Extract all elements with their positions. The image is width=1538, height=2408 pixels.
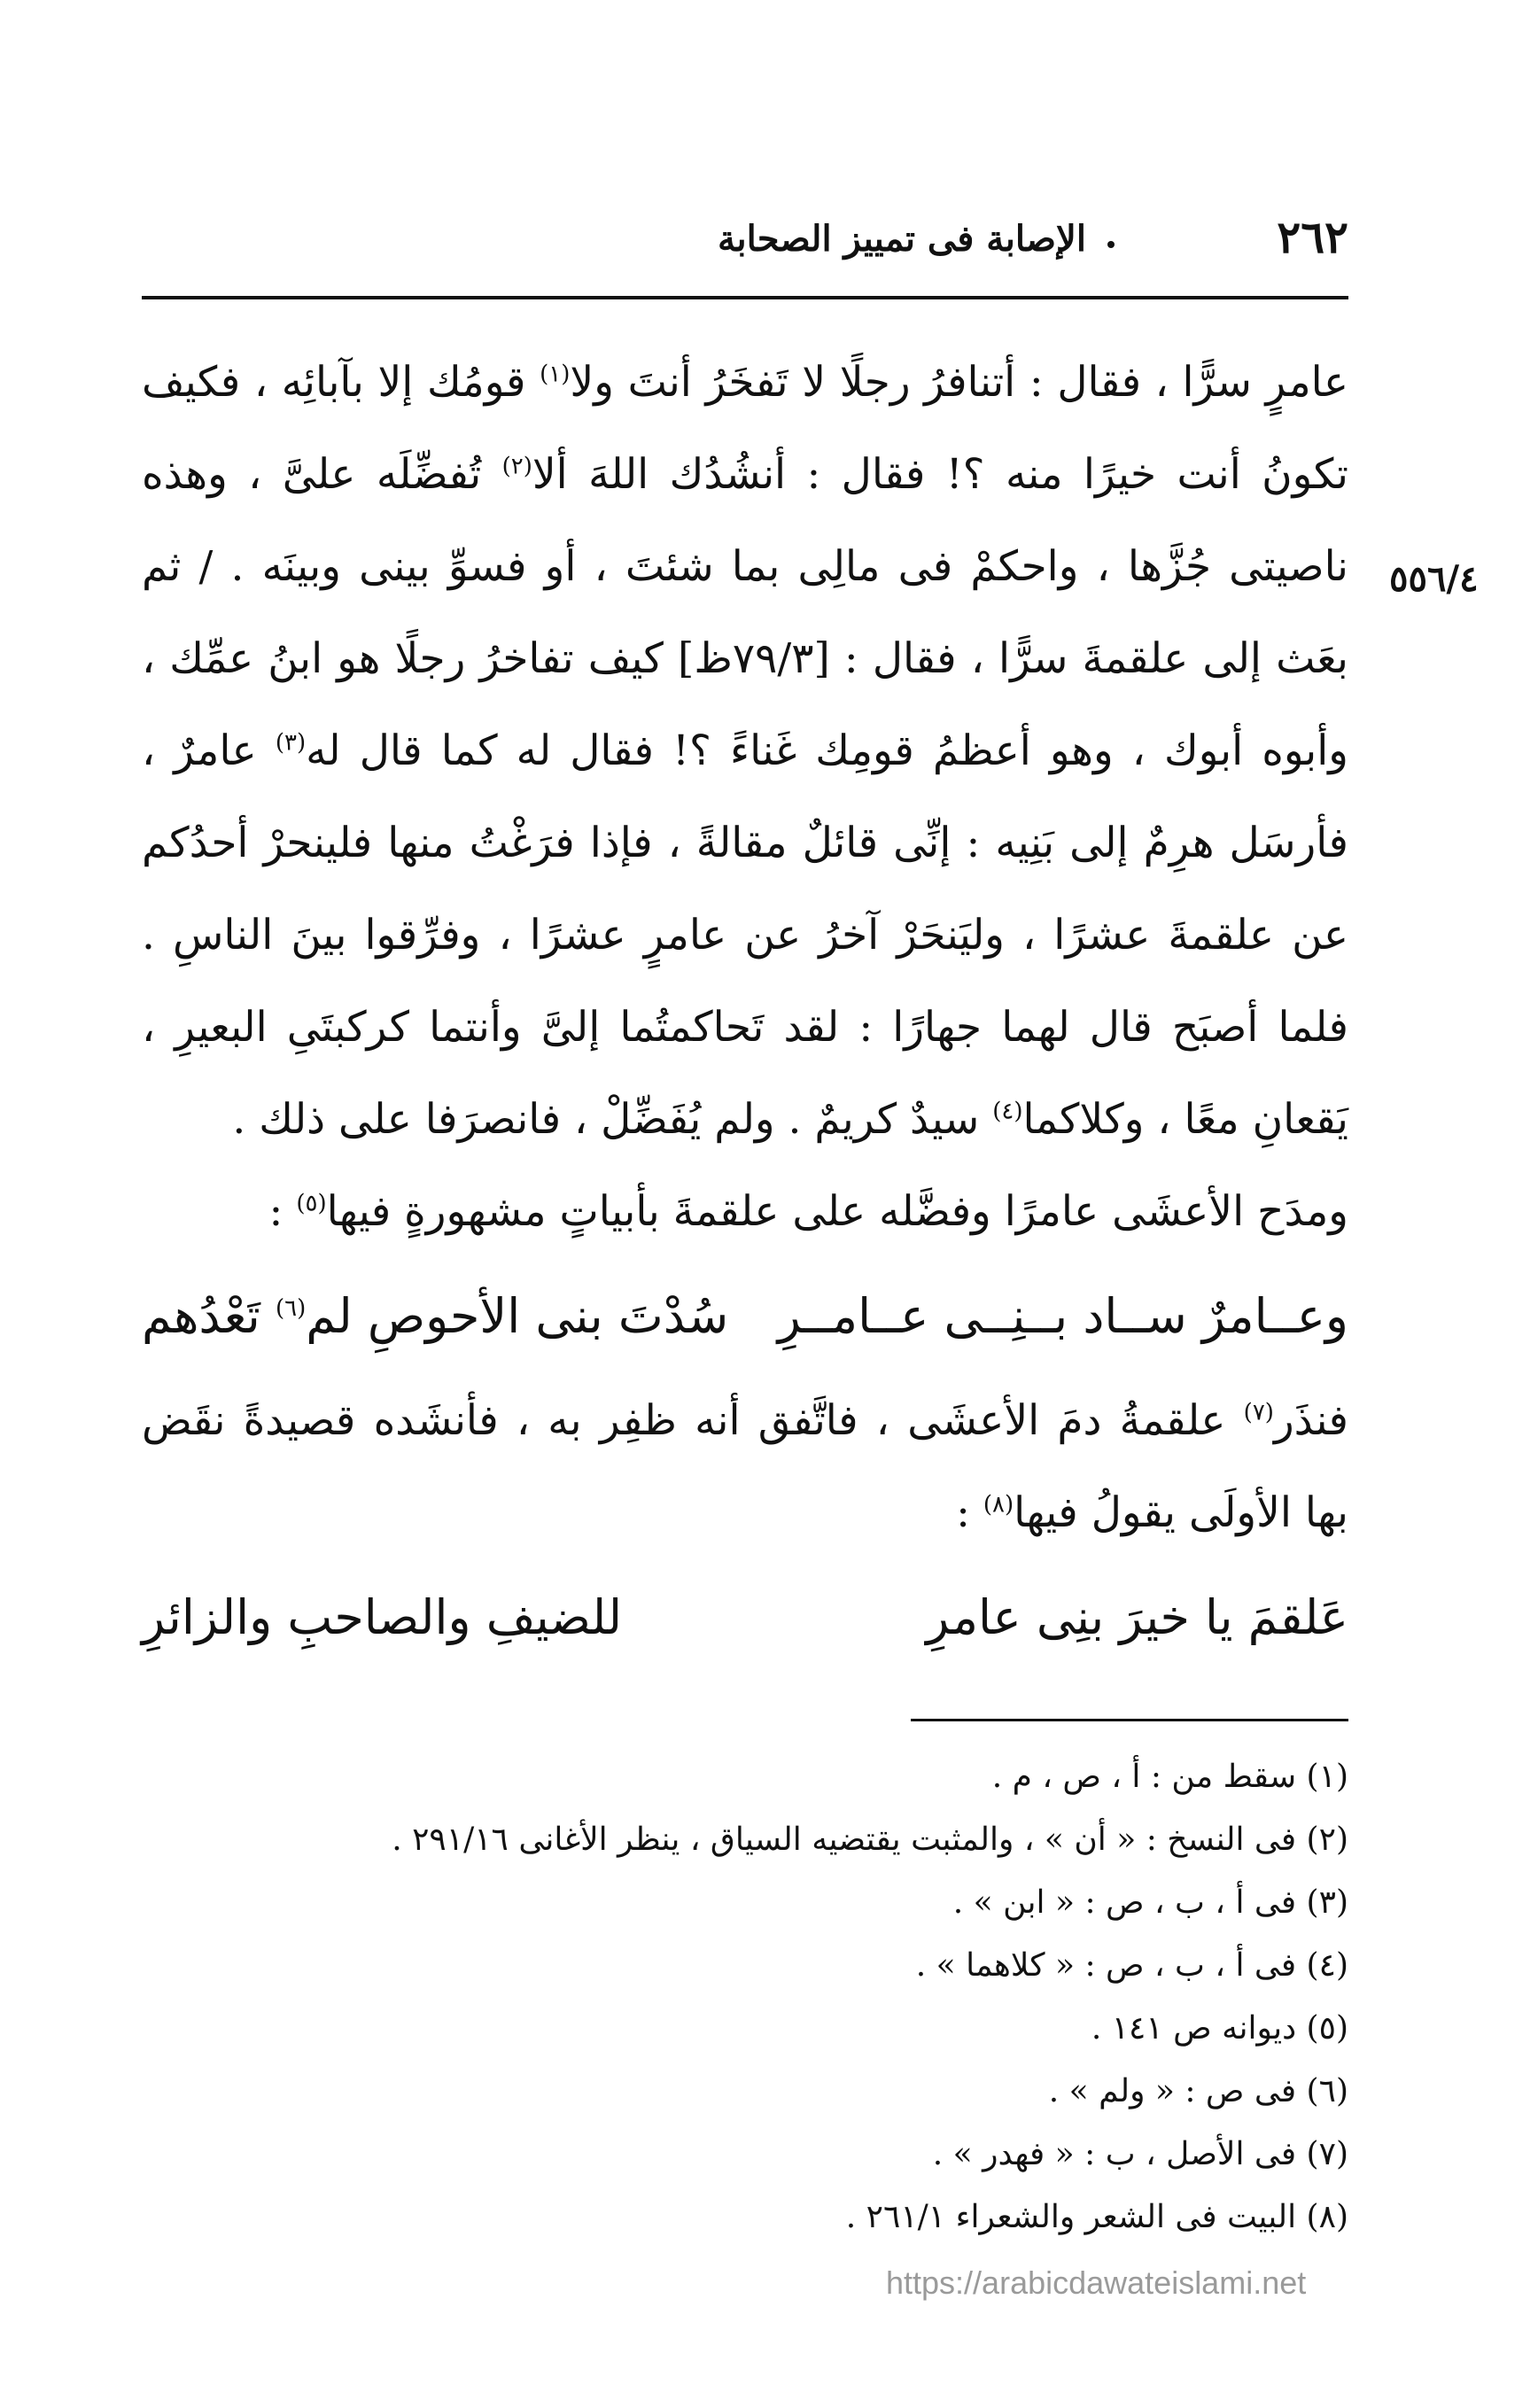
header-rule: [142, 296, 1348, 299]
footnote-marker: (٨): [983, 1491, 1014, 1519]
footnote-marker: (١): [540, 361, 571, 388]
header-separator-dot: [1107, 241, 1115, 248]
text-segment: سيدٌ كريمٌ . ولم يُفَضِّلْ ، فانصرَفا على ذلك .: [232, 1095, 980, 1144]
footnote-marker: (٧): [1243, 1399, 1274, 1426]
page-number: ٢٦٢: [1277, 211, 1348, 263]
verse-hemistich-first: وعــامرٌ ســاد بــنِــى عــامــرِ: [777, 1288, 1348, 1344]
footnote-4: (٤) فى أ ، ب ، ص : « كلاهما » .: [915, 1947, 1348, 1984]
text-segment: عامرٌ ، فأرسَل هرِمٌ إلى بَنِيه : إنِّى قائلٌ مقالةً ، فإذا فرَغْتُ منها فلينحرْ أحدُكم عن علقمةَ عشرًا ، وليَنحَرْ آخرُ عن عامرٍ عشرًا ، وفرِّقوا بينَ الناسِ . فلما أصبَح قال لهما جهارًا : لقد تَحاكمتُما إلىَّ وأنتما كركبتَىِ البعيرِ ، يَقعانِ معًا ، وكلاكما: [142, 726, 1348, 1144]
footnote-1: (١) سقط من : أ ، ص ، م .: [991, 1759, 1348, 1795]
paragraph-1: [142, 337, 1348, 1166]
verse-hemistich-first: عَلقمَ يا خيرَ بنِى عامرِ: [926, 1589, 1348, 1645]
text-segment: سُدْتَ بنى الأحوصِ لم: [306, 1288, 729, 1344]
text-segment: عامرٍ سرًّا ، فقال : أتنافرُ رجلًا لا تَفخَرُ أنتَ ولا: [570, 358, 1348, 407]
running-title: الإصابة فى تمييز الصحابة: [718, 218, 1086, 260]
footnote-marker: (٥): [296, 1190, 327, 1217]
text-segment: :: [956, 1488, 970, 1537]
footnote-2: (٢) فى النسخ : « أن » ، والمثبت يقتضيه السياق ، ينظر الأغانى ٢٩١/١٦ .: [392, 1822, 1348, 1858]
footnote-8: (٨) البيت فى الشعر والشعراء ٢٦١/١ .: [845, 2199, 1348, 2235]
text-segment: فنذَر: [1273, 1396, 1348, 1445]
margin-volume-page-ref: ٥٥٦/٤: [1389, 558, 1479, 600]
footnote-6: (٦) فى ص : « ولم » .: [1048, 2073, 1348, 2109]
text-segment: ومدَح الأعشَى عامرًا وفضَّله على علقمةَ بأبياتٍ مشهورةٍ فيها: [326, 1187, 1348, 1236]
watermark-url: https://arabicdawateislami.net: [886, 2264, 1307, 2301]
footnote-rule: [911, 1719, 1348, 1721]
text-segment: تُفضِّلَه علىَّ ، وهذه ناصيتى جُزَّها ، واحكمْ فى مالِى بما شئتَ ، أو فسوِّ بينى وبينَه . / ثم بعَث إلى علقمةَ سرًّا ، فقال : [٧٩/٣ظ] كيف تفاخرُ رجلًا هو ابنُ عمِّك ، وأبوه أبوك ، وهو أعظمُ قومِك غَناءً ؟! فقال له كما قال له: [142, 450, 1348, 775]
footnote-5: (٥) ديوانه ص ١٤١ .: [1091, 2010, 1348, 2047]
verse-hemistich-second: [142, 1263, 728, 1370]
paragraph-2: [142, 1166, 1348, 1258]
text-segment: :: [268, 1187, 284, 1236]
footnote-marker: (٣): [275, 729, 307, 757]
verse-hemistich-second: للضيفِ والصاحبِ والزائرِ: [142, 1589, 623, 1645]
main-text: [142, 337, 1348, 1676]
footnote-marker: (٤): [992, 1098, 1023, 1125]
footnote-marker: (٦): [276, 1295, 307, 1322]
text-segment: تَعْدُهم: [142, 1288, 260, 1344]
verse-2: [142, 1565, 1348, 1671]
footnote-marker: (٢): [501, 453, 532, 480]
page-header: [142, 206, 1348, 285]
text-segment: قومُك إلا بآبائِه ، فكيف تكونُ أنت خيرًا منه ؟! فقال : أنشُدُك اللهَ ألا: [142, 358, 1348, 499]
footnote-7: (٧) فى الأصل ، ب : « فهدر » .: [932, 2136, 1348, 2172]
text-segment: علقمةُ دمَ الأعشَى ، فاتَّفق أنه ظفِر به ، فأنشَده قصيدةً نقَض بها الأولَى يقولُ فيها: [142, 1396, 1348, 1537]
footnotes: [292, 1745, 1348, 2249]
paragraph-3: [142, 1375, 1348, 1559]
footnote-3: (٣) فى أ ، ب ، ص : « ابن » .: [952, 1884, 1348, 1921]
verse-1: [142, 1263, 1348, 1370]
